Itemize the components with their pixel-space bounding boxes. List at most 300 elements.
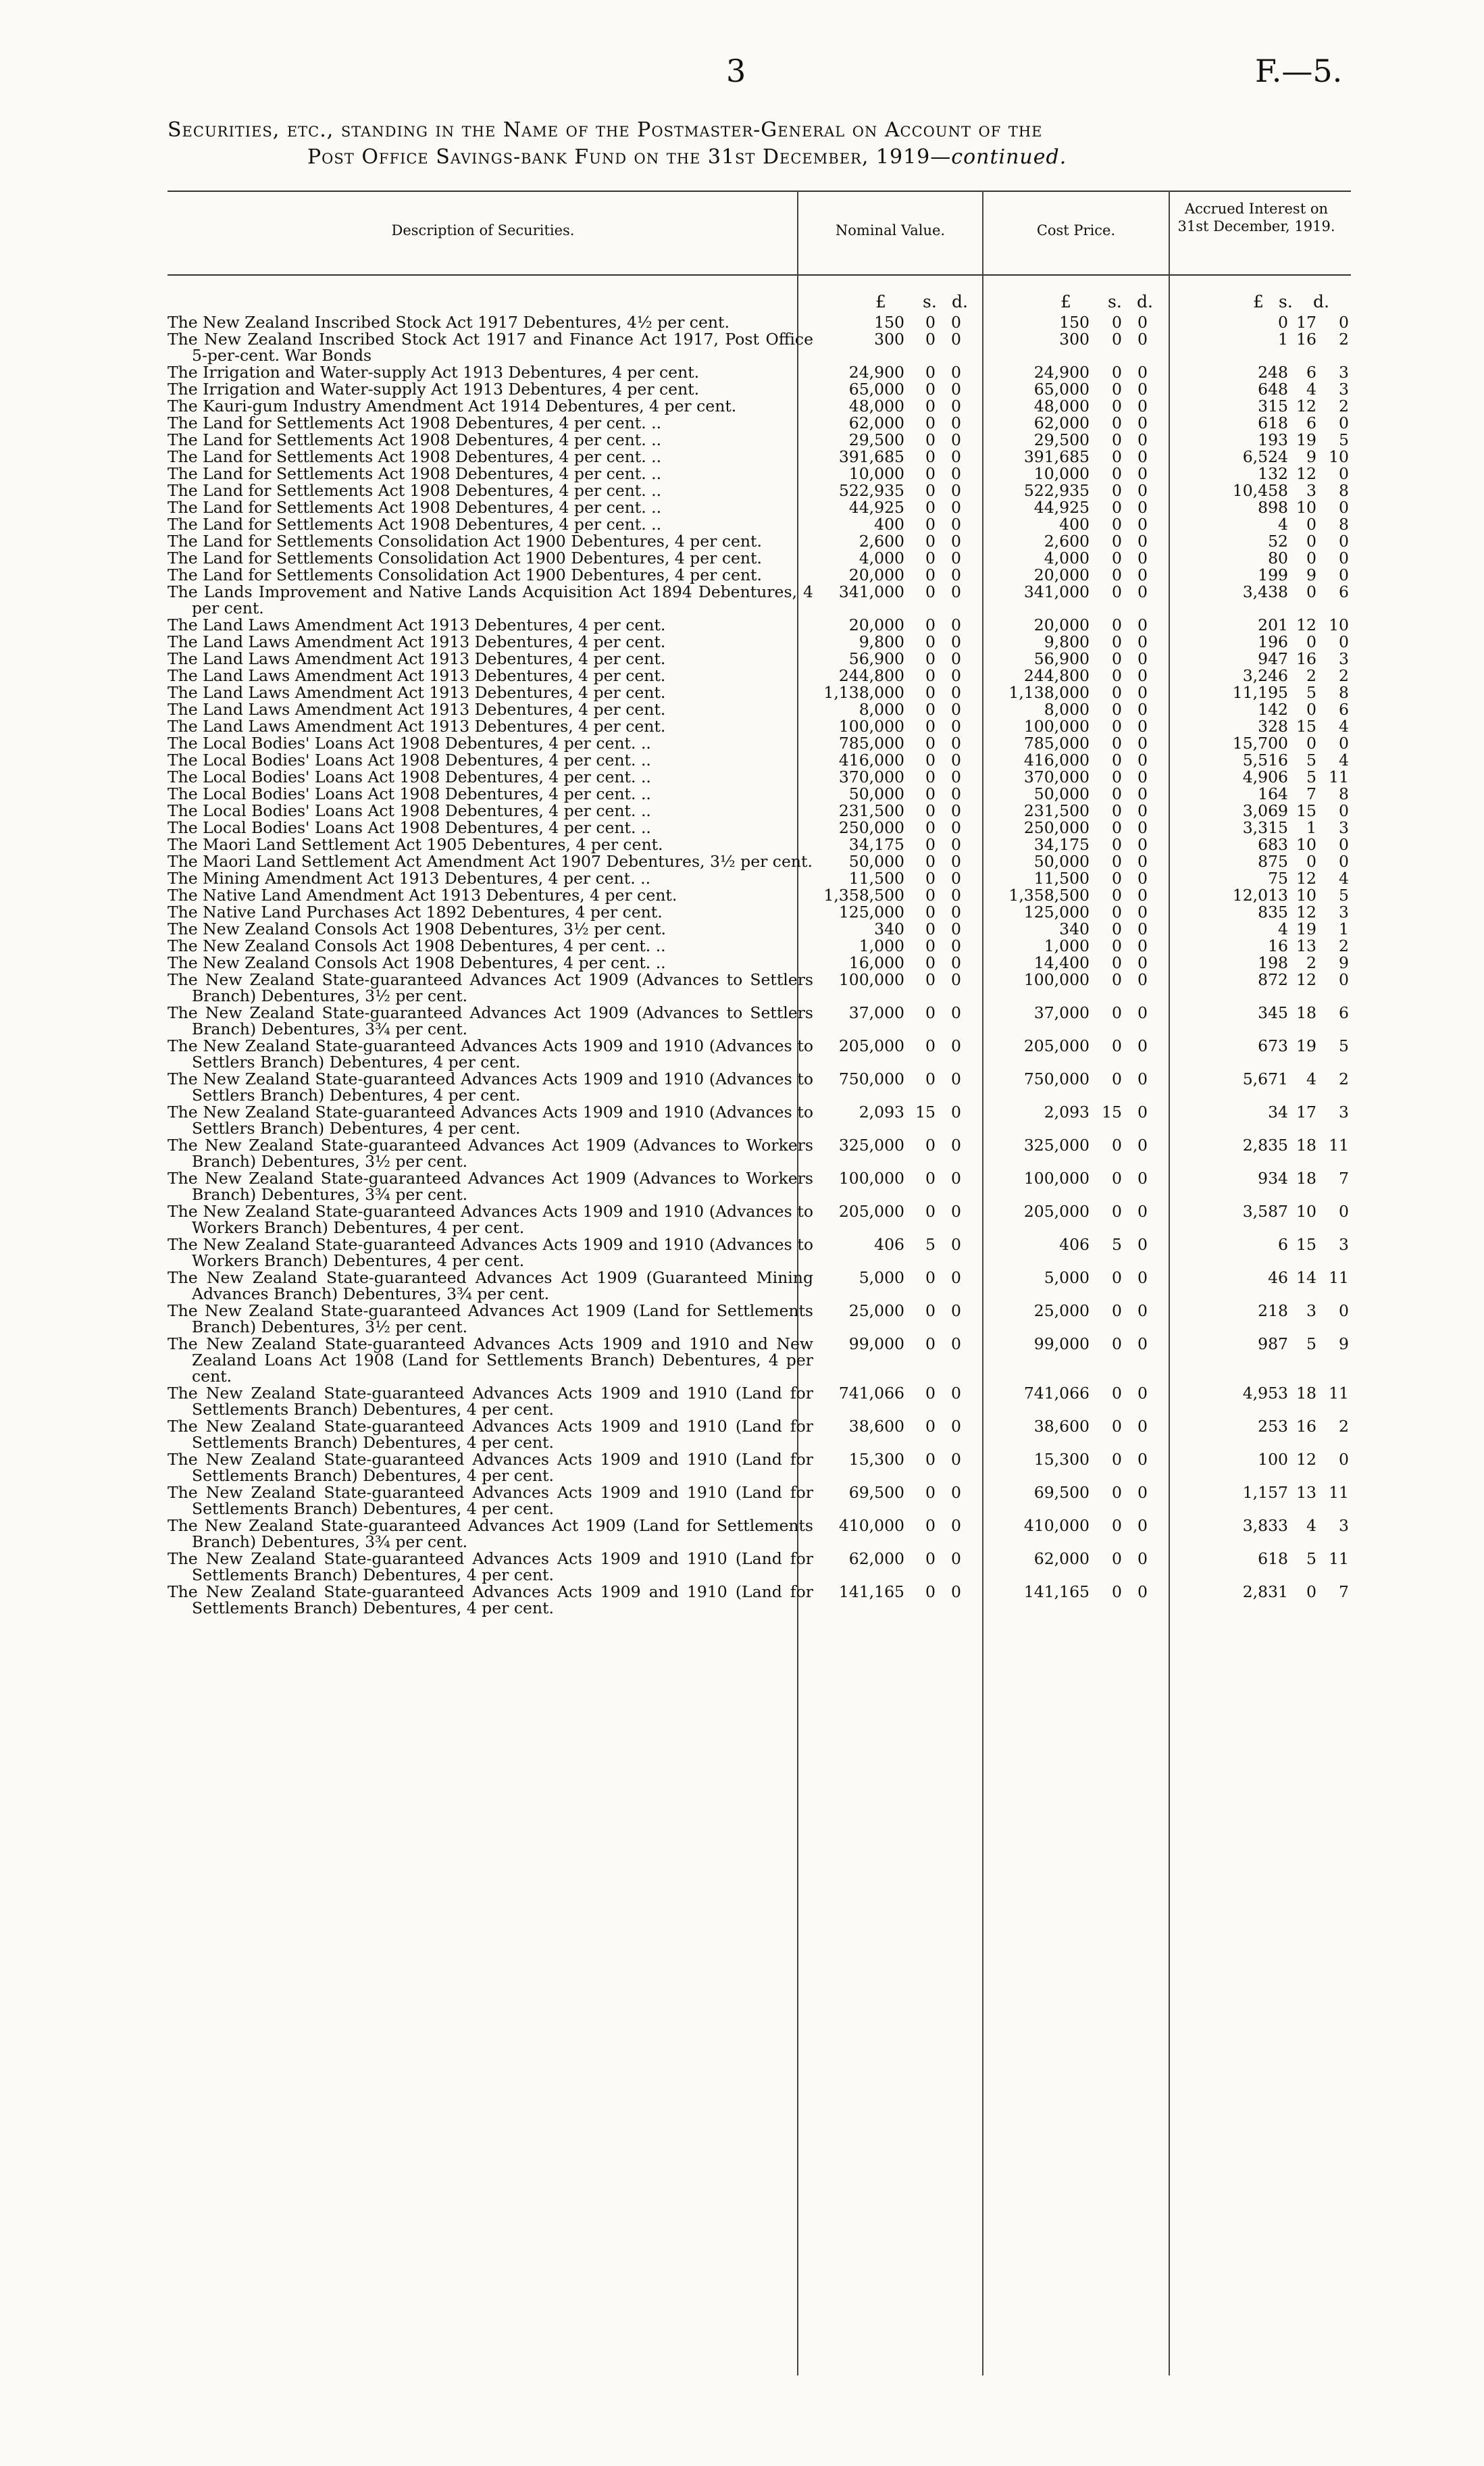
nominal-pence: 0 [951, 852, 961, 871]
accrued-shillings: 16 [1296, 1417, 1316, 1436]
accrued-pence: 11 [1329, 1549, 1349, 1568]
accrued-pounds: 6 [1278, 1235, 1288, 1254]
nominal-pounds: 25,000 [848, 1301, 904, 1320]
table-row [0, 955, 1484, 972]
cost-pence: 0 [1137, 1334, 1148, 1353]
security-description: The New Zealand State-guaranteed Advances Act 1909 (Advances to Workers Branch) Debentures, 3¾ per cent. [168, 1169, 813, 1204]
table-row [0, 1418, 1484, 1451]
nominal-pounds: 20,000 [848, 565, 904, 584]
accrued-pounds: 142 [1258, 700, 1288, 719]
accrued-pounds: 5,516 [1242, 751, 1288, 770]
security-description: The New Zealand State-guaranteed Advances Act 1909 (Advances to Workers Branch) Debentures, 3½ per cent. [168, 1136, 813, 1171]
security-description: The Local Bodies' Loans Act 1908 Debentures, 4 per cent. .. [168, 784, 651, 803]
cost-pounds: 741,066 [1023, 1384, 1090, 1403]
accrued-shillings: 10 [1296, 835, 1316, 854]
accrued-pence: 0 [1339, 313, 1349, 332]
nominal-shillings: 0 [925, 666, 936, 685]
accrued-shillings: 18 [1296, 1384, 1316, 1403]
nominal-shillings: 0 [925, 784, 936, 803]
cost-pounds: 62,000 [1033, 1549, 1090, 1568]
nominal-pence: 0 [951, 615, 961, 634]
accrued-pounds: 201 [1258, 615, 1288, 634]
accrued-shillings: 0 [1306, 549, 1316, 568]
cost-pence: 0 [1137, 903, 1148, 922]
accrued-shillings: 6 [1306, 413, 1316, 432]
security-description: The Land Laws Amendment Act 1913 Debentures, 4 per cent. [168, 683, 666, 702]
nominal-shillings: 0 [925, 1070, 936, 1088]
nominal-pounds: 522,935 [838, 481, 904, 500]
accrued-pence: 0 [1339, 734, 1349, 753]
cost-shillings: 0 [1112, 1268, 1122, 1287]
cost-pence: 0 [1137, 886, 1148, 905]
cost-pence: 0 [1137, 313, 1148, 332]
nominal-shillings: 0 [925, 464, 936, 483]
accrued-shillings: 2 [1306, 953, 1316, 972]
accrued-pounds: 683 [1258, 835, 1288, 854]
table-row [0, 550, 1484, 567]
cost-pence: 0 [1137, 1483, 1148, 1502]
cost-pounds: 37,000 [1033, 1003, 1090, 1022]
nominal-pence: 0 [951, 582, 961, 601]
cost-pounds: 99,000 [1033, 1334, 1090, 1353]
nominal-pence: 0 [951, 717, 961, 736]
nominal-pounds: 1,000 [859, 936, 904, 955]
accrued-pounds: 345 [1258, 1003, 1288, 1022]
table-row [0, 567, 1484, 584]
accrued-shillings: 12 [1296, 464, 1316, 483]
page-title-line-1: Securities, etc., standing in the Name of the Postmaster-General on Account of the [168, 118, 1043, 142]
accrued-pence: 4 [1339, 751, 1349, 770]
nominal-pounds: 29,500 [848, 430, 904, 449]
nominal-pence: 0 [951, 313, 961, 332]
cost-pounds: 341,000 [1023, 582, 1090, 601]
accrued-pence: 0 [1339, 464, 1349, 483]
accrued-pence: 0 [1339, 1450, 1349, 1469]
table-row [0, 870, 1484, 887]
cost-shillings: 0 [1112, 1516, 1122, 1535]
table-row [0, 1484, 1484, 1517]
nominal-shillings: 0 [925, 1003, 936, 1022]
nominal-shillings: 0 [925, 717, 936, 736]
nominal-pounds: 410,000 [838, 1516, 904, 1535]
accrued-pounds: 3,315 [1242, 818, 1288, 837]
nominal-pounds: 50,000 [848, 852, 904, 871]
cost-shillings: 0 [1112, 481, 1122, 500]
security-description: The Native Land Purchases Act 1892 Debentures, 4 per cent. [168, 903, 663, 922]
nominal-pounds: 100,000 [838, 1169, 904, 1188]
cost-pence: 0 [1137, 532, 1148, 551]
cost-pence: 0 [1137, 380, 1148, 399]
table-row [0, 668, 1484, 684]
table-row [0, 853, 1484, 870]
nominal-pence: 0 [951, 784, 961, 803]
table-row [0, 752, 1484, 769]
accrued-shillings: 9 [1306, 565, 1316, 584]
accrued-pounds: 898 [1258, 498, 1288, 517]
security-description: The New Zealand State-guaranteed Advances Act 1909 (Land for Settlements Branch) Debentures, 3½ per cent. [168, 1301, 813, 1336]
security-description: The Local Bodies' Loans Act 1908 Debentures, 4 per cent. .. [168, 751, 651, 770]
accrued-pounds: 934 [1258, 1169, 1288, 1188]
accrued-pence: 3 [1339, 380, 1349, 399]
cost-shillings: 0 [1112, 1549, 1122, 1568]
accrued-pounds: 253 [1258, 1417, 1288, 1436]
accrued-pence: 2 [1339, 666, 1349, 685]
table-row [0, 1269, 1484, 1303]
cost-pounds: 300 [1059, 330, 1090, 349]
table-row [0, 449, 1484, 465]
accrued-pounds: 12,013 [1232, 886, 1288, 905]
nominal-pence: 0 [951, 532, 961, 551]
accrued-pounds: 4,953 [1242, 1384, 1288, 1403]
accrued-shillings: 12 [1296, 615, 1316, 634]
nominal-pence: 0 [951, 801, 961, 820]
accrued-pence: 11 [1329, 1268, 1349, 1287]
nominal-pounds: 300 [874, 330, 904, 349]
cost-pence: 0 [1137, 582, 1148, 601]
security-description: The Irrigation and Water-supply Act 1913 Debentures, 4 per cent. [168, 363, 700, 382]
header-bottom-rule [168, 274, 1351, 276]
cost-shillings: 0 [1112, 1036, 1122, 1055]
cost-pence: 0 [1137, 1235, 1148, 1254]
nominal-shillings: 0 [925, 1169, 936, 1188]
currency-pence-cost: d. [1137, 292, 1153, 311]
security-description: The New Zealand Consols Act 1908 Debentures, 4 per cent. .. [168, 936, 666, 955]
nominal-shillings: 15 [915, 1103, 936, 1122]
cost-shillings: 0 [1112, 1450, 1122, 1469]
security-description: The Lands Improvement and Native Lands Acquisition Act 1894 Debentures, 4 per cent. [168, 582, 813, 618]
cost-shillings: 0 [1112, 649, 1122, 668]
accrued-pence: 0 [1339, 498, 1349, 517]
nominal-pounds: 750,000 [838, 1070, 904, 1088]
accrued-pence: 0 [1339, 413, 1349, 432]
nominal-pence: 0 [951, 632, 961, 651]
nominal-pounds: 2,093 [859, 1103, 904, 1122]
security-description: The Land for Settlements Act 1908 Debentures, 4 per cent. .. [168, 430, 662, 449]
nominal-pence: 0 [951, 413, 961, 432]
accrued-shillings: 6 [1306, 363, 1316, 382]
nominal-pence: 0 [951, 970, 961, 989]
nominal-pounds: 38,600 [848, 1417, 904, 1436]
accrued-pounds: 46 [1268, 1268, 1288, 1287]
accrued-pounds: 164 [1258, 784, 1288, 803]
nominal-pence: 0 [951, 1301, 961, 1320]
nominal-shillings: 0 [925, 936, 936, 955]
accrued-pounds: 193 [1258, 430, 1288, 449]
table-row [0, 718, 1484, 735]
security-description: The Land for Settlements Consolidation Act 1900 Debentures, 4 per cent. [168, 565, 762, 584]
table-row [0, 415, 1484, 432]
nominal-shillings: 0 [925, 413, 936, 432]
nominal-pounds: 231,500 [838, 801, 904, 820]
page-title-main: Post Office Savings-bank Fund on the 31st December, 1919— [307, 145, 952, 169]
nominal-pence: 0 [951, 1036, 961, 1055]
nominal-pence: 0 [951, 1417, 961, 1436]
cost-shillings: 0 [1112, 313, 1122, 332]
cost-pounds: 44,925 [1033, 498, 1090, 517]
cost-pence: 0 [1137, 818, 1148, 837]
nominal-pence: 0 [951, 751, 961, 770]
security-description: The Land for Settlements Consolidation Act 1900 Debentures, 4 per cent. [168, 532, 762, 551]
accrued-shillings: 18 [1296, 1003, 1316, 1022]
table-row [0, 820, 1484, 836]
cost-pence: 0 [1137, 515, 1148, 534]
accrued-pence: 3 [1339, 363, 1349, 382]
nominal-shillings: 0 [925, 1136, 936, 1155]
cost-pounds: 62,000 [1033, 413, 1090, 432]
nominal-pounds: 100,000 [838, 970, 904, 989]
cost-pence: 0 [1137, 1003, 1148, 1022]
security-description: The Maori Land Settlement Act Amendment Act 1907 Debentures, 3½ per cent. [168, 852, 813, 871]
cost-pence: 0 [1137, 1582, 1148, 1601]
currency-pound-nominal: £ [875, 292, 886, 311]
nominal-pence: 0 [951, 1334, 961, 1353]
cost-shillings: 0 [1112, 734, 1122, 753]
cost-pounds: 100,000 [1023, 970, 1090, 989]
accrued-pence: 0 [1339, 970, 1349, 989]
nominal-pence: 0 [951, 869, 961, 888]
table-row [0, 499, 1484, 516]
cost-pence: 0 [1137, 430, 1148, 449]
nominal-shillings: 0 [925, 532, 936, 551]
accrued-pounds: 52 [1268, 532, 1288, 551]
nominal-pence: 0 [951, 1450, 961, 1469]
nominal-pounds: 250,000 [838, 818, 904, 837]
nominal-shillings: 0 [925, 970, 936, 989]
cost-pounds: 10,000 [1033, 464, 1090, 483]
accrued-pounds: 987 [1258, 1334, 1288, 1353]
security-description: The New Zealand State-guaranteed Advances Act 1909 (Land for Settlements Branch) Debentures, 3¾ per cent. [168, 1516, 813, 1551]
nominal-pence: 0 [951, 1582, 961, 1601]
nominal-pence: 0 [951, 1268, 961, 1287]
nominal-pence: 0 [951, 464, 961, 483]
table-row [0, 904, 1484, 921]
nominal-pounds: 56,900 [848, 649, 904, 668]
cost-pounds: 20,000 [1033, 615, 1090, 634]
cost-pence: 0 [1137, 1036, 1148, 1055]
table-row [0, 701, 1484, 718]
nominal-shillings: 0 [925, 801, 936, 820]
currency-pence-nominal: d. [952, 292, 968, 311]
cost-pence: 0 [1137, 565, 1148, 584]
accrued-pence: 6 [1339, 582, 1349, 601]
cost-pence: 0 [1137, 970, 1148, 989]
accrued-pounds: 1,157 [1242, 1483, 1288, 1502]
table-row [0, 803, 1484, 820]
cost-pounds: 391,685 [1023, 447, 1090, 466]
nominal-shillings: 0 [925, 649, 936, 668]
accrued-shillings: 0 [1306, 582, 1316, 601]
nominal-pounds: 8,000 [859, 700, 904, 719]
nominal-pounds: 11,500 [848, 869, 904, 888]
nominal-pounds: 100,000 [838, 717, 904, 736]
nominal-pounds: 125,000 [838, 903, 904, 922]
accrued-pounds: 875 [1258, 852, 1288, 871]
nominal-pence: 0 [951, 549, 961, 568]
accrued-shillings: 17 [1296, 1103, 1316, 1122]
cost-pounds: 370,000 [1023, 768, 1090, 786]
nominal-shillings: 0 [925, 565, 936, 584]
nominal-pounds: 205,000 [838, 1202, 904, 1221]
security-description: The Kauri-gum Industry Amendment Act 1914 Debentures, 4 per cent. [168, 397, 737, 416]
accrued-pence: 4 [1339, 717, 1349, 736]
table-row [0, 735, 1484, 752]
accrued-pence: 3 [1339, 903, 1349, 922]
cost-pence: 0 [1137, 1450, 1148, 1469]
accrued-shillings: 10 [1296, 498, 1316, 517]
accrued-shillings: 16 [1296, 649, 1316, 668]
table-row [0, 584, 1484, 617]
accrued-shillings: 5 [1306, 683, 1316, 702]
accrued-pounds: 2,835 [1242, 1136, 1288, 1155]
accrued-pence: 6 [1339, 700, 1349, 719]
security-description: The Land for Settlements Act 1908 Debentures, 4 per cent. .. [168, 413, 662, 432]
cost-pence: 0 [1137, 953, 1148, 972]
cost-pounds: 150 [1059, 313, 1090, 332]
accrued-pence: 5 [1339, 430, 1349, 449]
security-description: The New Zealand Consols Act 1908 Debentures, 3½ per cent. [168, 920, 667, 938]
accrued-shillings: 17 [1296, 313, 1316, 332]
nominal-pence: 0 [951, 818, 961, 837]
nominal-pence: 0 [951, 380, 961, 399]
table-row [0, 1551, 1484, 1584]
cost-pence: 0 [1137, 835, 1148, 854]
nominal-shillings: 0 [925, 852, 936, 871]
accrued-pounds: 196 [1258, 632, 1288, 651]
table-row [0, 381, 1484, 398]
security-description: The New Zealand State-guaranteed Advances Acts 1909 and 1910 (Land for Settlements Branch) Debentures, 4 per cent. [168, 1582, 813, 1617]
cost-pounds: 5,000 [1044, 1268, 1090, 1287]
security-description: The Land for Settlements Act 1908 Debentures, 4 per cent. .. [168, 515, 662, 534]
cost-pounds: 244,800 [1023, 666, 1090, 685]
cost-pence: 0 [1137, 1549, 1148, 1568]
cost-shillings: 0 [1112, 498, 1122, 517]
nominal-pence: 0 [951, 1549, 961, 1568]
nominal-shillings: 0 [925, 1334, 936, 1353]
currency-pound-cost: £ [1060, 292, 1071, 311]
cost-pence: 0 [1137, 768, 1148, 786]
nominal-pounds: 62,000 [848, 413, 904, 432]
accrued-shillings: 0 [1306, 1582, 1316, 1601]
cost-pounds: 1,358,500 [1008, 886, 1090, 905]
nominal-pounds: 15,300 [848, 1450, 904, 1469]
cost-shillings: 0 [1112, 1384, 1122, 1403]
security-description: The Land for Settlements Act 1908 Debentures, 4 per cent. .. [168, 447, 662, 466]
nominal-pounds: 44,925 [848, 498, 904, 517]
nominal-shillings: 0 [925, 481, 936, 500]
nominal-pence: 0 [951, 481, 961, 500]
accrued-pounds: 2,831 [1242, 1582, 1288, 1601]
accrued-pence: 8 [1339, 481, 1349, 500]
accrued-shillings: 15 [1296, 1235, 1316, 1254]
accrued-shillings: 3 [1306, 481, 1316, 500]
cost-pounds: 38,600 [1033, 1417, 1090, 1436]
nominal-pence: 0 [951, 1202, 961, 1221]
page-title-line-2 [307, 145, 1067, 169]
nominal-shillings: 0 [925, 313, 936, 332]
security-description: The Land Laws Amendment Act 1913 Debentures, 4 per cent. [168, 615, 666, 634]
table-row [0, 314, 1484, 331]
cost-pounds: 340 [1059, 920, 1090, 938]
nominal-shillings: 0 [925, 1582, 936, 1601]
nominal-shillings: 0 [925, 1483, 936, 1502]
accrued-shillings: 12 [1296, 903, 1316, 922]
accrued-pence: 8 [1339, 515, 1349, 534]
nominal-shillings: 0 [925, 430, 936, 449]
accrued-pounds: 10,458 [1232, 481, 1288, 500]
nominal-pence: 0 [951, 1483, 961, 1502]
table-row [0, 938, 1484, 955]
table-row [0, 465, 1484, 482]
accrued-pence: 3 [1339, 1516, 1349, 1535]
security-description: The Land for Settlements Act 1908 Debentures, 4 per cent. .. [168, 464, 662, 483]
table-row [0, 1104, 1484, 1137]
cost-shillings: 0 [1112, 852, 1122, 871]
cost-pence: 0 [1137, 447, 1148, 466]
nominal-pence: 0 [951, 1003, 961, 1022]
table-row [0, 1137, 1484, 1170]
accrued-pence: 11 [1329, 1384, 1349, 1403]
table-row [0, 516, 1484, 533]
currency-pound-accrued: £ [1253, 292, 1264, 311]
nominal-shillings: 0 [925, 380, 936, 399]
cost-pence: 0 [1137, 549, 1148, 568]
nominal-pounds: 50,000 [848, 784, 904, 803]
cost-pence: 0 [1137, 1169, 1148, 1188]
cost-pounds: 20,000 [1033, 565, 1090, 584]
nominal-pounds: 37,000 [848, 1003, 904, 1022]
security-description: The Irrigation and Water-supply Act 1913 Debentures, 4 per cent. [168, 380, 700, 399]
nominal-pence: 0 [951, 363, 961, 382]
accrued-pounds: 1 [1278, 330, 1288, 349]
cost-shillings: 0 [1112, 683, 1122, 702]
cost-pounds: 48,000 [1033, 397, 1090, 416]
nominal-shillings: 0 [925, 1202, 936, 1221]
nominal-shillings: 0 [925, 1268, 936, 1287]
table-row [0, 1005, 1484, 1038]
nominal-shillings: 0 [925, 700, 936, 719]
cost-pence: 0 [1137, 920, 1148, 938]
accrued-pounds: 75 [1268, 869, 1288, 888]
accrued-pounds: 835 [1258, 903, 1288, 922]
accrued-shillings: 10 [1296, 886, 1316, 905]
nominal-pounds: 48,000 [848, 397, 904, 416]
accrued-pounds: 618 [1258, 413, 1288, 432]
security-description: The New Zealand Inscribed Stock Act 1917 Debentures, 4½ per cent. [168, 313, 730, 332]
accrued-shillings: 10 [1296, 1202, 1316, 1221]
table-row [0, 651, 1484, 668]
cost-shillings: 0 [1112, 447, 1122, 466]
table-row [0, 482, 1484, 499]
cost-pence: 0 [1137, 852, 1148, 871]
accrued-shillings: 4 [1306, 1516, 1316, 1535]
cost-shillings: 0 [1112, 751, 1122, 770]
nominal-pounds: 244,800 [838, 666, 904, 685]
accrued-pence: 0 [1339, 801, 1349, 820]
nominal-pounds: 1,138,000 [823, 683, 904, 702]
cost-shillings: 0 [1112, 801, 1122, 820]
cost-pence: 0 [1137, 615, 1148, 634]
accrued-pounds: 218 [1258, 1301, 1288, 1320]
cost-pence: 0 [1137, 1070, 1148, 1088]
cost-pence: 0 [1137, 717, 1148, 736]
cost-shillings: 5 [1112, 1235, 1122, 1254]
accrued-pounds: 132 [1258, 464, 1288, 483]
document-reference: F.—5. [1255, 53, 1343, 89]
accrued-shillings: 4 [1306, 380, 1316, 399]
nominal-pounds: 150 [874, 313, 904, 332]
cost-pounds: 8,000 [1044, 700, 1090, 719]
cost-pounds: 1,000 [1044, 936, 1090, 955]
